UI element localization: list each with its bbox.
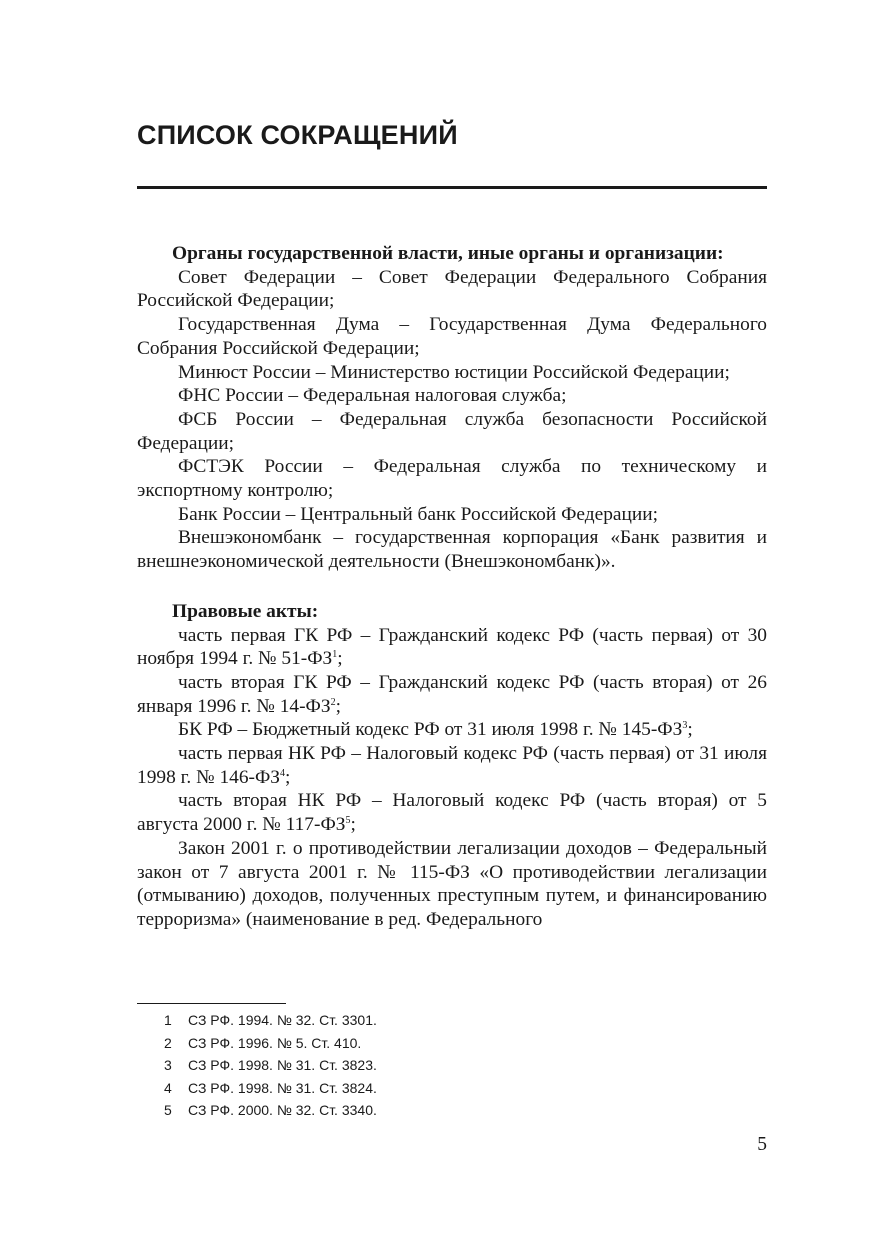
entry: Государственная Дума – Государственная Дума Федерального Собрания Российской Федерации; (137, 314, 767, 359)
page-number: 5 (757, 1134, 767, 1155)
entry: ФСТЭК России – Федеральная служба по техническому и экспортному контролю; (137, 456, 767, 502)
entry: ФСБ России – Федеральная служба безопасности Российской Федерации; (137, 408, 767, 454)
entry: часть вторая ГК РФ – Гражданский кодекс РФ (часть вторая) от 26 января 1996 г. № $14-ФЗ^2$; (137, 671, 767, 717)
footnote-divider (137, 1003, 286, 1004)
footnote: 2 СЗ РФ. 1996. № 5. Ст. 410. (164, 1034, 362, 1051)
entry: ФНС России – Федеральная налоговая служба; (178, 385, 567, 407)
title-divider (137, 186, 767, 189)
entry: Внешэкономбанк – государственная корпорация «Банк развития и внешнеэкономической деятельности (Внешэкономбанк)». (137, 527, 767, 573)
section-heading-legal-acts: Правовые акты: (172, 600, 319, 622)
footnotes (164, 1009, 377, 1122)
page-title: СПИСОК СОКРАЩЕНИЙ (137, 120, 458, 150)
entry: Совет Федерации – Совет Федерации Федерального Собрания Российской Федерации; (137, 266, 767, 312)
entry: часть первая ГК РФ – Гражданский кодекс РФ (часть первая) от 30 ноября 1994 г. № $51-ФЗ^1$; (137, 624, 767, 670)
entry: часть вторая НК РФ – Налоговый кодекс РФ (часть вторая) от 5 августа 2000 г. № $117-ФЗ^5$; (137, 790, 767, 836)
entry: часть первая НК РФ – Налоговый кодекс РФ (часть первая) от 31 июля 1998 г. № $146-ФЗ^4$; (137, 743, 767, 788)
footnote-ref: 1 (332, 649, 338, 661)
entry: Банк России – Центральный банк Российской Федерации; (178, 503, 659, 525)
footnote-ref: 4 (280, 767, 286, 779)
page-body (137, 242, 767, 932)
entry: Закон 2001 г. о противодействии легализации доходов – Федеральный закон от 7 августа 2001 г. № 115-ФЗ «О противодействии легализации (отмыванию) доходов, полученных преступным путем, и финансированию терроризма» (наименование в ред. Федерального (137, 837, 767, 930)
footnote-ref: 5 (345, 815, 351, 827)
footnote: 3 СЗ РФ. 1998. № 31. Ст. 3823. (164, 1057, 377, 1073)
entry: Минюст России – Министерство юстиции Российской Федерации; (178, 361, 730, 383)
entry: БК РФ – Бюджетный кодекс РФ от 31 июля 1998 г. № $145-ФЗ^3$; (178, 719, 693, 741)
footnote: 1 СЗ РФ. 1994. № 32. Ст. 3301. (164, 1012, 377, 1028)
footnote: 5 СЗ РФ. 2000. № 32. Ст. 3340. (164, 1102, 377, 1118)
section-heading-organs: Органы государственной власти, иные органы и организации: (172, 243, 724, 264)
footnote-ref: 3 (682, 720, 688, 732)
footnote: 4 СЗ РФ. 1998. № 31. Ст. 3824. (164, 1079, 377, 1096)
footnote-ref: 2 (330, 696, 336, 708)
